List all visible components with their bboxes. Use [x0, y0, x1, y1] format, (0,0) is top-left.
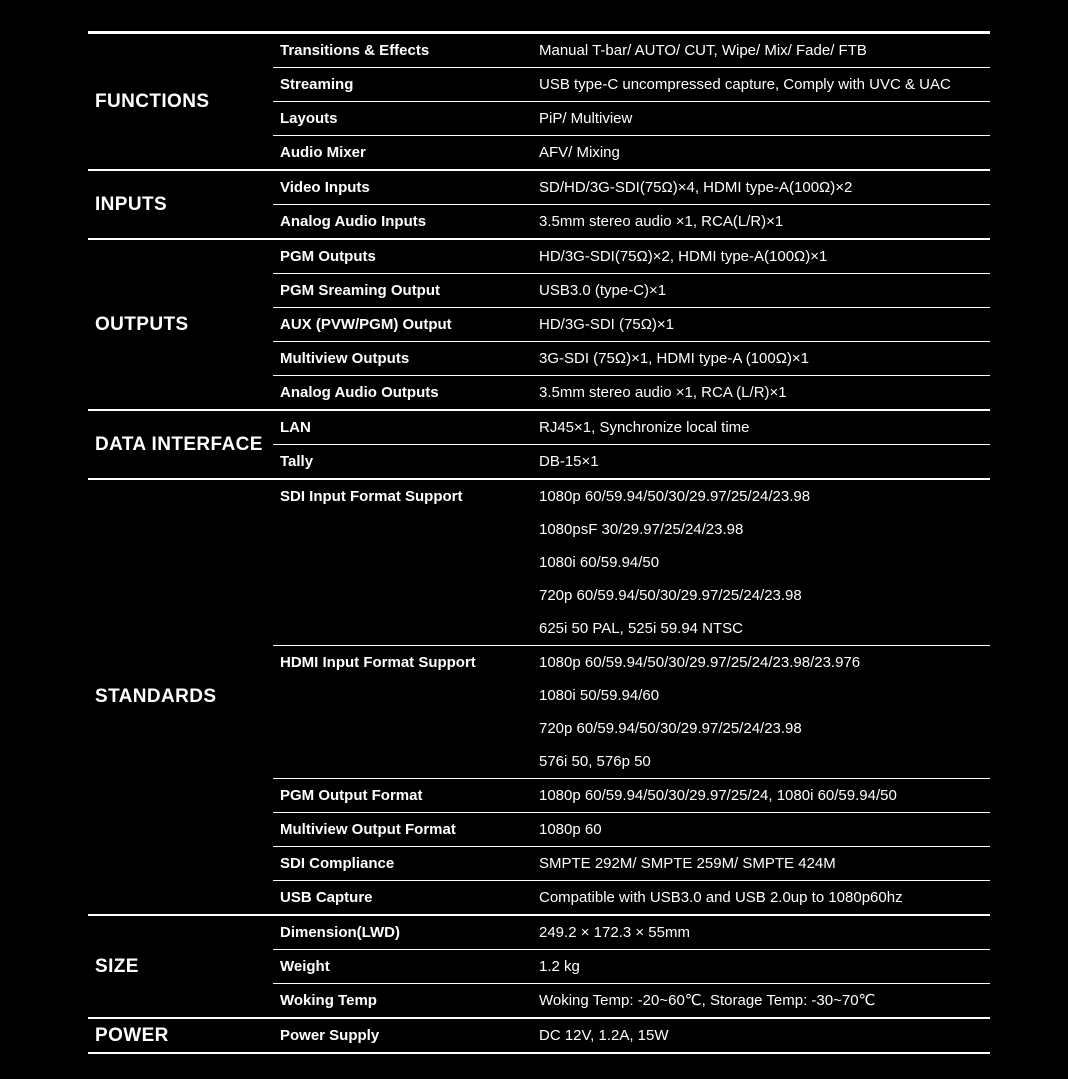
spec-value [539, 342, 990, 375]
spec-row [273, 916, 990, 950]
spec-label: Weight [280, 958, 330, 975]
spec-value-line: DB-15×1 [539, 453, 599, 470]
spec-section [88, 411, 990, 480]
spec-label: LAN [280, 419, 311, 436]
spec-label: Layouts [280, 110, 338, 127]
section-rows [273, 480, 990, 914]
spec-value-line: 625i 50 PAL, 525i 59.94 NTSC [539, 620, 744, 637]
spec-value-line: USB3.0 (type-C)×1 [539, 282, 667, 299]
spec-row [273, 480, 990, 646]
spec-label: Power Supply [280, 1027, 380, 1044]
spec-label: Dimension(LWD) [280, 924, 400, 941]
spec-label: PGM Sreaming Output [280, 282, 441, 299]
spec-row [273, 240, 990, 274]
section-rows [273, 916, 990, 1017]
spec-value-line: HD/3G-SDI (75Ω)×1 [539, 316, 674, 333]
spec-value-line: RJ45×1, Synchronize local time [539, 419, 750, 436]
spec-value [539, 950, 990, 983]
spec-label: Streaming [280, 76, 354, 93]
spec-value-line: SD/HD/3G-SDI(75Ω)×4, HDMI type-A(100Ω)×2 [539, 179, 853, 196]
category-label: DATA INTERFACE [95, 433, 263, 455]
spec-value [539, 779, 990, 812]
spec-row [273, 136, 990, 169]
spec-section [88, 240, 990, 411]
section-rows [273, 171, 990, 238]
spec-label: SDI Input Format Support [280, 488, 463, 505]
category-label: INPUTS [95, 193, 168, 215]
spec-value-line: 1080p 60/59.94/50/30/29.97/25/24/23.98/23.976 [539, 654, 861, 671]
spec-value [539, 240, 990, 273]
spec-value [539, 171, 990, 204]
spec-value-line: 576i 50, 576p 50 [539, 753, 651, 770]
spec-value-line: SMPTE 292M/ SMPTE 259M/ SMPTE 424M [539, 855, 836, 872]
spec-value-line: 3.5mm stereo audio ×1, RCA (L/R)×1 [539, 384, 787, 401]
spec-label: HDMI Input Format Support [280, 654, 476, 671]
spec-value [539, 376, 990, 409]
spec-label: Multiview Output Format [280, 821, 456, 838]
spec-value-line: AFV/ Mixing [539, 144, 620, 161]
spec-value-line: 720p 60/59.94/50/30/29.97/25/24/23.98 [539, 587, 802, 604]
spec-section [88, 916, 990, 1019]
spec-section [88, 171, 990, 240]
section-rows [273, 411, 990, 478]
spec-value-line: 1.2 kg [539, 958, 580, 975]
spec-label: Analog Audio Inputs [280, 213, 427, 230]
spec-row [273, 445, 990, 478]
spec-label: AUX (PVW/PGM) Output [280, 316, 452, 333]
spec-value-line: 1080i 50/59.94/60 [539, 687, 660, 704]
spec-row [273, 171, 990, 205]
category-label: FUNCTIONS [95, 90, 210, 112]
spec-row [273, 847, 990, 881]
spec-row [273, 205, 990, 238]
spec-row [273, 68, 990, 102]
spec-value [539, 480, 990, 645]
spec-value [539, 847, 990, 880]
spec-section [88, 34, 990, 171]
spec-value-line: 1080p 60/59.94/50/30/29.97/25/24/23.98 [539, 488, 811, 505]
spec-value-line: 1080psF 30/29.97/25/24/23.98 [539, 521, 744, 538]
spec-value-line: Woking Temp: -20~60℃, Storage Temp: -30~70℃ [539, 992, 876, 1009]
spec-label: USB Capture [280, 889, 373, 906]
spec-row [273, 1019, 990, 1052]
category-label: POWER [95, 1024, 169, 1046]
category-label: SIZE [95, 955, 139, 977]
spec-value [539, 136, 990, 169]
spec-label: Multiview Outputs [280, 350, 410, 367]
spec-value [539, 916, 990, 949]
spec-value [539, 646, 990, 778]
section-rows [273, 34, 990, 169]
spec-value [539, 813, 990, 846]
spec-label: Audio Mixer [280, 144, 366, 161]
spec-value-line: HD/3G-SDI(75Ω)×2, HDMI type-A(100Ω)×1 [539, 248, 828, 265]
spec-value [539, 984, 990, 1017]
spec-value [539, 411, 990, 444]
spec-row [273, 779, 990, 813]
spec-value [539, 102, 990, 135]
category-label: STANDARDS [95, 686, 217, 707]
spec-row [273, 34, 990, 68]
spec-row [273, 308, 990, 342]
spec-label: PGM Outputs [280, 248, 376, 265]
spec-label: Transitions & Effects [280, 42, 430, 59]
spec-value [539, 445, 990, 478]
spec-value-line: DC 12V, 1.2A, 15W [539, 1027, 669, 1044]
spec-value [539, 308, 990, 341]
spec-label: Tally [280, 453, 314, 470]
spec-row [273, 274, 990, 308]
spec-row [273, 411, 990, 445]
spec-row [273, 950, 990, 984]
spec-value-line: PiP/ Multiview [539, 110, 633, 127]
spec-value-line: 1080p 60 [539, 821, 602, 838]
spec-label: SDI Compliance [280, 855, 395, 872]
spec-value-line: Manual T-bar/ AUTO/ CUT, Wipe/ Mix/ Fade/ FTB [539, 42, 867, 59]
spec-label: PGM Output Format [280, 787, 423, 804]
spec-value [539, 205, 990, 238]
spec-value-line: 720p 60/59.94/50/30/29.97/25/24/23.98 [539, 720, 802, 737]
spec-value [539, 34, 990, 67]
spec-value-line: 3G-SDI (75Ω)×1, HDMI type-A (100Ω)×1 [539, 350, 810, 367]
spec-value-line: 249.2 × 172.3 × 55mm [539, 924, 690, 941]
spec-row [273, 881, 990, 914]
spec-value-line: 1080p 60/59.94/50/30/29.97/25/24, 1080i 60/59.94/50 [539, 787, 897, 804]
section-rows [273, 240, 990, 409]
spec-label: Woking Temp [280, 992, 377, 1009]
spec-value [539, 68, 990, 101]
spec-table [88, 31, 990, 1054]
category-label: OUTPUTS [95, 313, 189, 335]
section-rows [273, 1019, 990, 1052]
spec-row [273, 984, 990, 1017]
spec-row [273, 102, 990, 136]
spec-row [273, 376, 990, 409]
spec-section [88, 480, 990, 916]
spec-value-line: USB type-C uncompressed capture, Comply with UVC & UAC [539, 76, 951, 93]
spec-row [273, 342, 990, 376]
spec-value [539, 1019, 990, 1052]
spec-value [539, 274, 990, 307]
spec-row [273, 813, 990, 847]
spec-value [539, 881, 990, 914]
spec-section [88, 1019, 990, 1054]
spec-value-line: 1080i 60/59.94/50 [539, 554, 660, 571]
spec-label: Analog Audio Outputs [280, 384, 439, 401]
spec-row [273, 646, 990, 779]
spec-value-line: Compatible with USB3.0 and USB 2.0up to 1080p60hz [539, 889, 903, 906]
spec-value-line: 3.5mm stereo audio ×1, RCA(L/R)×1 [539, 213, 784, 230]
spec-label: Video Inputs [280, 179, 370, 196]
